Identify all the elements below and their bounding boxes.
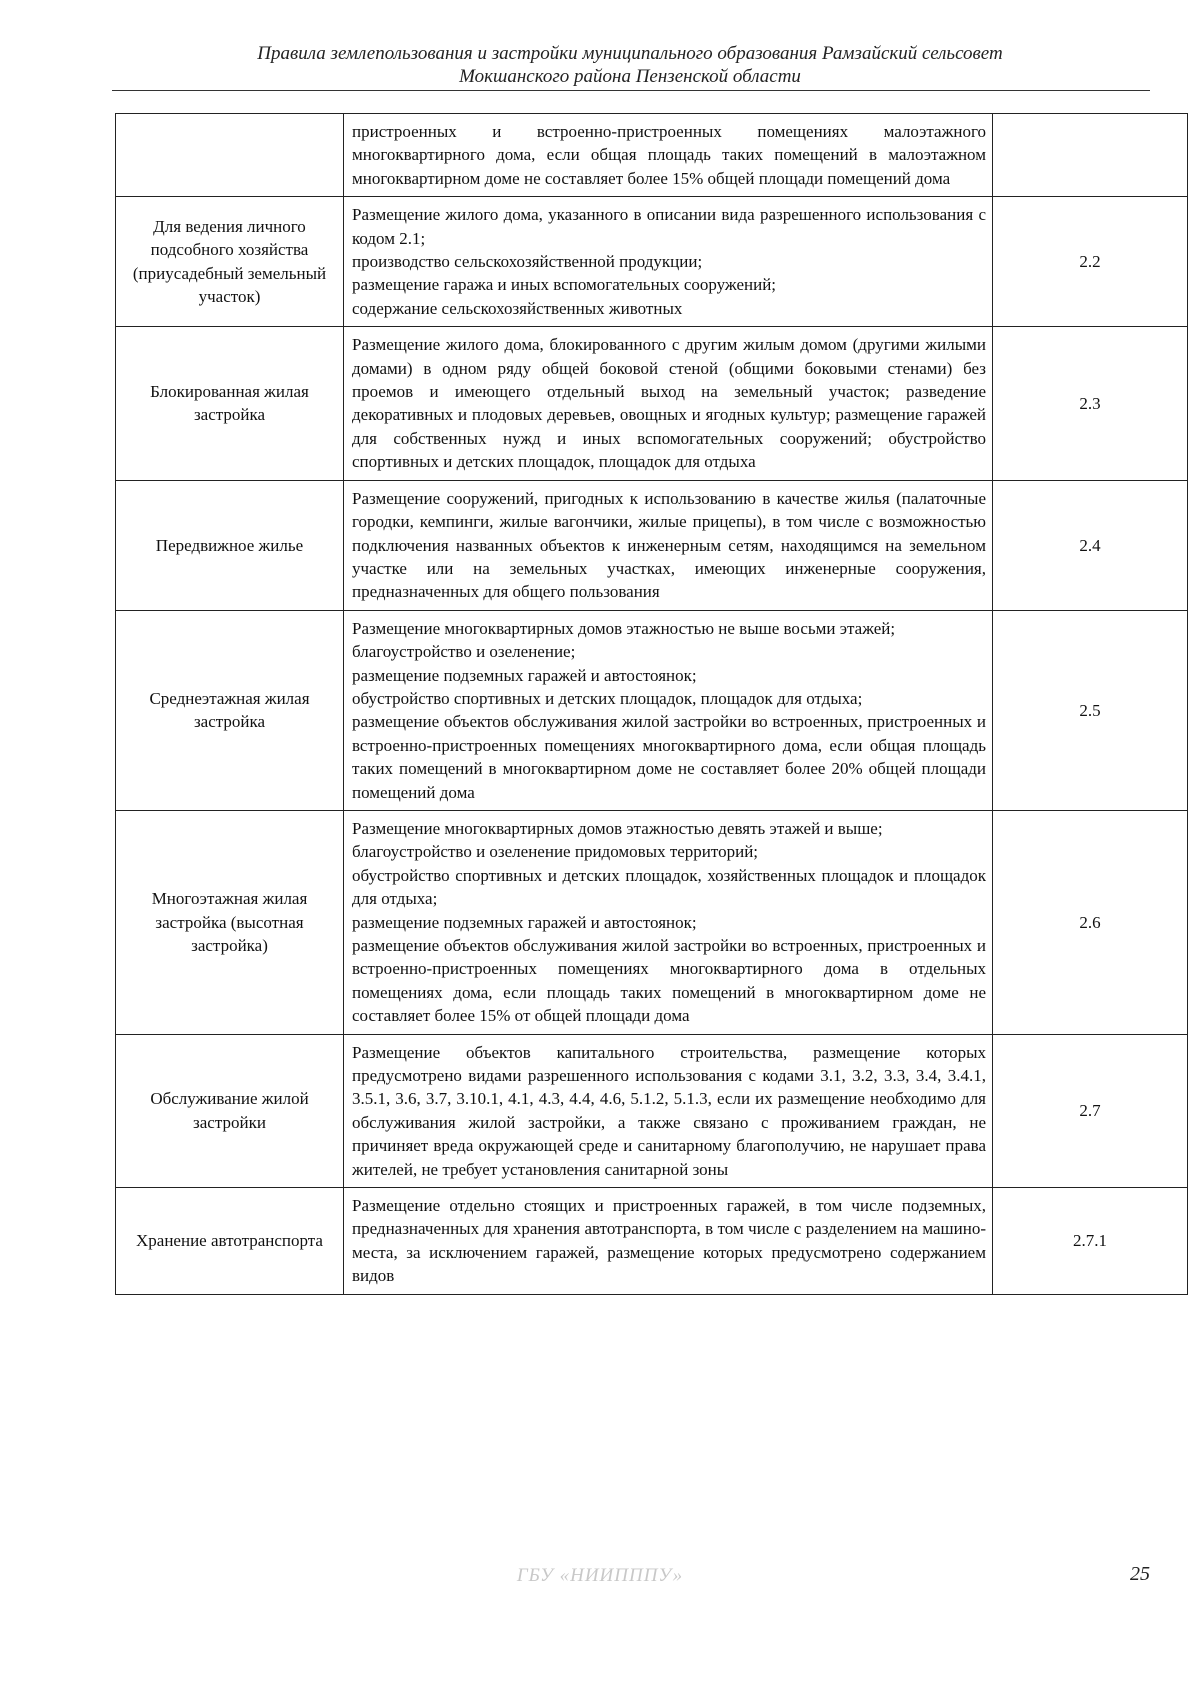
land-use-name: Передвижное жилье	[116, 480, 344, 610]
land-use-description	[344, 197, 993, 327]
land-use-name: Для ведения личного подсобного хозяйства (приусадебный земельный участок)	[116, 197, 344, 327]
description-line: размещение объектов обслуживания жилой застройки во встроенных, пристроенных и встроенно-пристроенных помещениях многоквартирного дома в отдельных помещениях дома, если площадь таких помещений в многоквартирном доме не составляет более 15% от общей площади дома	[352, 936, 986, 1026]
footer-organization: ГБУ «НИИПППУ»	[516, 1565, 684, 1586]
description-line: Размещение отдельно стоящих и пристроенных гаражей, в том числе подземных, предназначенных для хранения автотранспорта, в том числе с разделением на машино-места, за исключением гаражей, размещение которых предусмотрено содержанием видов	[352, 1196, 986, 1286]
description-line: обустройство спортивных и детских площадок, хозяйственных площадок и площадок для отдыха;	[352, 865, 986, 909]
land-use-code: 2.6	[993, 810, 1188, 1034]
land-use-name: Хранение автотранспорта	[116, 1188, 344, 1295]
land-use-table-body	[116, 114, 1188, 1295]
description-line: Размещение сооружений, пригодных к использованию в качестве жилья (палаточные городки, кемпинги, жилые вагончики, жилые прицепы), в том числе с возможностью подключения названных объектов к инженерным сетям, находящимся на земельном участке или на земельных участках, имеющих инженерные сооружения, предназначенных для общего пользования	[352, 488, 986, 602]
header-line-2: Мокшанского района Пензенской области	[459, 66, 801, 87]
description-line: Размещение объектов капитального строительства, размещение которых предусмотрено видами разрешенного использования с кодами 3.1, 3.2, 3.3, 3.4, 3.4.1, 3.5.1, 3.6, 3.7, 3.10.1, 4.1, 4.3, 4.4, 4.6, 5.1.2, 5.1.3, если их размещение необходимо для обслуживания жилой застройки, а также связано с проживанием граждан, не причиняет вреда окружающей среде и санитарному благополучию, не нарушает права жителей, не требует установления санитарной зоны	[352, 1042, 986, 1179]
table-row	[116, 480, 1188, 610]
land-use-code: 2.3	[993, 327, 1188, 480]
description-line: Размещение жилого дома, блокированного с другим жилым домом (другими жилыми домами) в одном ряду общей боковой стеной (общими боковыми стенами) без проемов и имеющего отдельный выход на земельный участок; разведение декоративных и плодовых деревьев, овощных и ягодных культур; размещение гаражей для собственных нужд и иных вспомогательных сооружений; обустройство спортивных и детских площадок, площадок для отдыха	[352, 335, 986, 472]
header-rule	[112, 90, 1150, 91]
description-line: Размещение многоквартирных домов этажностью девять этажей и выше;	[352, 818, 883, 838]
description-line: производство сельскохозяйственной продукции;	[352, 252, 703, 272]
table-row	[116, 114, 1188, 197]
table-row	[116, 327, 1188, 480]
land-use-name: Блокированная жилая застройка	[116, 327, 344, 480]
page-number: 25	[1130, 1563, 1150, 1585]
description-line: размещение гаража и иных вспомогательных сооружений;	[352, 275, 777, 295]
land-use-code: 2.5	[993, 610, 1188, 810]
description-line: обустройство спортивных и детских площадок, площадок для отдыха;	[352, 688, 863, 708]
table-row	[116, 610, 1188, 810]
land-use-code: 2.7	[993, 1034, 1188, 1187]
description-line: Размещение жилого дома, указанного в описании вида разрешенного использования с кодом 2.1;	[352, 205, 986, 248]
description-line: содержание сельскохозяйственных животных	[352, 298, 683, 318]
land-use-code: 2.7.1	[993, 1188, 1188, 1295]
table-row	[116, 810, 1188, 1034]
table-row	[116, 1188, 1188, 1295]
description-line: пристроенных и встроенно-пристроенных помещениях малоэтажного многоквартирного дома, если общая площадь таких помещений в малоэтажном многоквартирном доме не составляет более 15% общей площади помещений дома	[352, 122, 986, 188]
land-use-name: Среднеэтажная жилая застройка	[116, 610, 344, 810]
description-line: Размещение многоквартирных домов этажностью не выше восьми этажей;	[352, 618, 896, 638]
land-use-description	[344, 1188, 993, 1295]
table-row	[116, 1034, 1188, 1187]
description-line: размещение объектов обслуживания жилой застройки во встроенных, пристроенных и встроенно-пристроенных помещениях многоквартирного дома, если общая площадь таких помещений в многоквартирном доме не составляет более 20% общей площади помещений дома	[352, 712, 986, 802]
header-line-1: Правила землепользования и застройки муниципального образования Рамзайский сельсовет	[257, 43, 1003, 64]
land-use-description	[344, 1034, 993, 1187]
running-header	[110, 42, 1150, 88]
land-use-name	[116, 114, 344, 197]
land-use-description	[344, 480, 993, 610]
land-use-name: Многоэтажная жилая застройка (высотная застройка)	[116, 810, 344, 1034]
land-use-description	[344, 610, 993, 810]
land-use-description	[344, 810, 993, 1034]
land-use-description	[344, 114, 993, 197]
description-line: размещение подземных гаражей и автостоянок;	[352, 665, 697, 685]
description-line: благоустройство и озеленение придомовых территорий;	[352, 842, 759, 862]
land-use-code	[993, 114, 1188, 197]
description-line: размещение подземных гаражей и автостоянок;	[352, 912, 697, 932]
description-line: благоустройство и озеленение;	[352, 642, 576, 662]
land-use-description	[344, 327, 993, 480]
land-use-name: Обслуживание жилой застройки	[116, 1034, 344, 1187]
land-use-code: 2.4	[993, 480, 1188, 610]
table-row	[116, 197, 1188, 327]
land-use-code: 2.2	[993, 197, 1188, 327]
land-use-table	[115, 113, 1188, 1295]
